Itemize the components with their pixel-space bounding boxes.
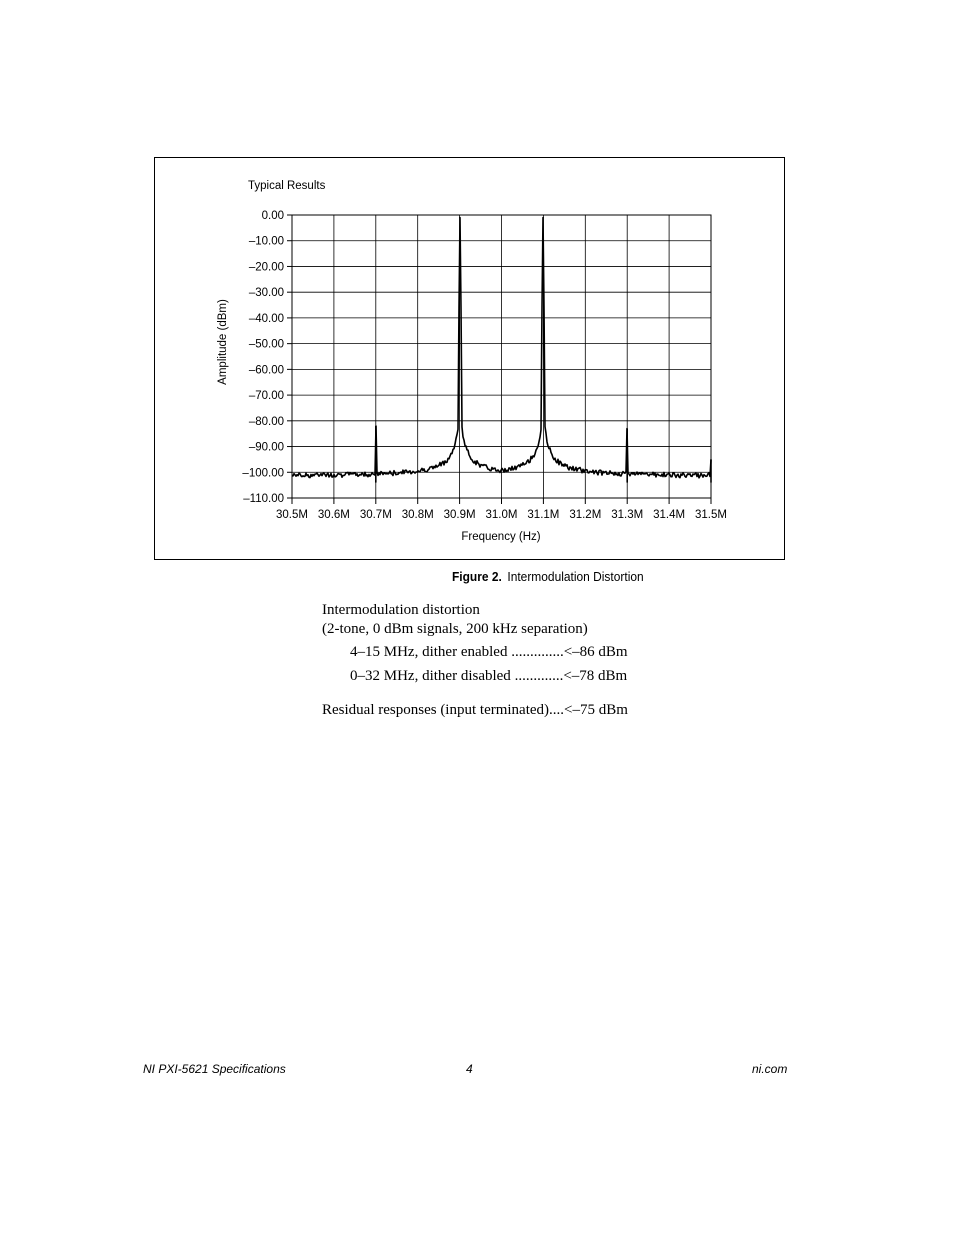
figure-caption-text: Intermodulation Distortion bbox=[507, 569, 644, 584]
spec-row-dither-enabled bbox=[350, 644, 628, 661]
spec-row-dither-disabled bbox=[350, 668, 627, 685]
chart-title: Typical Results bbox=[248, 180, 326, 192]
y-tick-label: –30.00 bbox=[248, 287, 284, 300]
footer-page-number: 4 bbox=[466, 1062, 473, 1076]
figure-caption bbox=[452, 569, 644, 584]
y-tick-label: –70.00 bbox=[248, 390, 284, 403]
footer-website: ni.com bbox=[752, 1062, 788, 1076]
y-tick-label: 0.00 bbox=[261, 210, 284, 222]
x-tick-label: 31.0M bbox=[485, 509, 518, 521]
imd-subtitle: (2-tone, 0 dBm signals, 200 kHz separation) bbox=[322, 621, 588, 637]
y-axis-ticks bbox=[242, 210, 292, 505]
y-tick-label: –100.00 bbox=[242, 467, 284, 480]
spec-row-residual bbox=[322, 702, 628, 719]
x-tick-label: 31.5M bbox=[695, 509, 727, 521]
x-tick-label: 30.7M bbox=[359, 509, 392, 521]
x-tick-label: 30.9M bbox=[443, 509, 476, 521]
x-tick-label: 30.8M bbox=[401, 509, 434, 521]
y-tick-label: –110.00 bbox=[243, 493, 284, 505]
spec-row-value: <–86 dBm bbox=[563, 644, 628, 660]
x-tick-label: 31.2M bbox=[569, 509, 602, 521]
spec-row-leader: .... bbox=[549, 702, 565, 718]
figure-label: Figure 2. bbox=[452, 569, 502, 584]
y-tick-label: –50.00 bbox=[248, 338, 284, 351]
imd-title: Intermodulation distortion bbox=[322, 602, 480, 618]
x-tick-label: 31.1M bbox=[527, 509, 560, 521]
spectrum-chart bbox=[155, 158, 786, 561]
spec-row-label: 4–15 MHz, dither enabled bbox=[350, 644, 508, 660]
x-tick-label: 30.5M bbox=[276, 509, 308, 521]
y-tick-label: –20.00 bbox=[248, 261, 284, 274]
spec-row-leader: .............. bbox=[507, 644, 564, 660]
y-tick-label: –60.00 bbox=[248, 364, 284, 377]
spec-row-leader: ............. bbox=[510, 668, 564, 684]
y-tick-label: –80.00 bbox=[248, 415, 284, 428]
x-axis-label: Frequency (Hz) bbox=[461, 531, 541, 543]
chart-grid bbox=[292, 215, 711, 498]
y-axis-label: Amplitude (dBm) bbox=[217, 299, 229, 385]
spec-row-label: Residual responses (input terminated) bbox=[322, 702, 550, 718]
x-axis-ticks bbox=[276, 498, 727, 521]
tone-peak-point bbox=[543, 217, 544, 218]
spec-row-label: 0–32 MHz, dither disabled bbox=[350, 668, 511, 684]
spec-row-value: <–78 dBm bbox=[563, 668, 628, 684]
footer-doc-title: NI PXI-5621 Specifications bbox=[143, 1062, 286, 1076]
spec-row-value: <–75 dBm bbox=[564, 702, 628, 718]
figure-frame bbox=[154, 157, 785, 560]
x-tick-label: 31.3M bbox=[611, 509, 644, 521]
y-tick-label: –40.00 bbox=[248, 312, 284, 325]
y-tick-label: –10.00 bbox=[248, 235, 284, 248]
tone-peak-point bbox=[459, 217, 460, 218]
y-tick-label: –90.00 bbox=[248, 441, 284, 454]
x-tick-label: 30.6M bbox=[317, 509, 350, 521]
x-tick-label: 31.4M bbox=[653, 509, 686, 521]
